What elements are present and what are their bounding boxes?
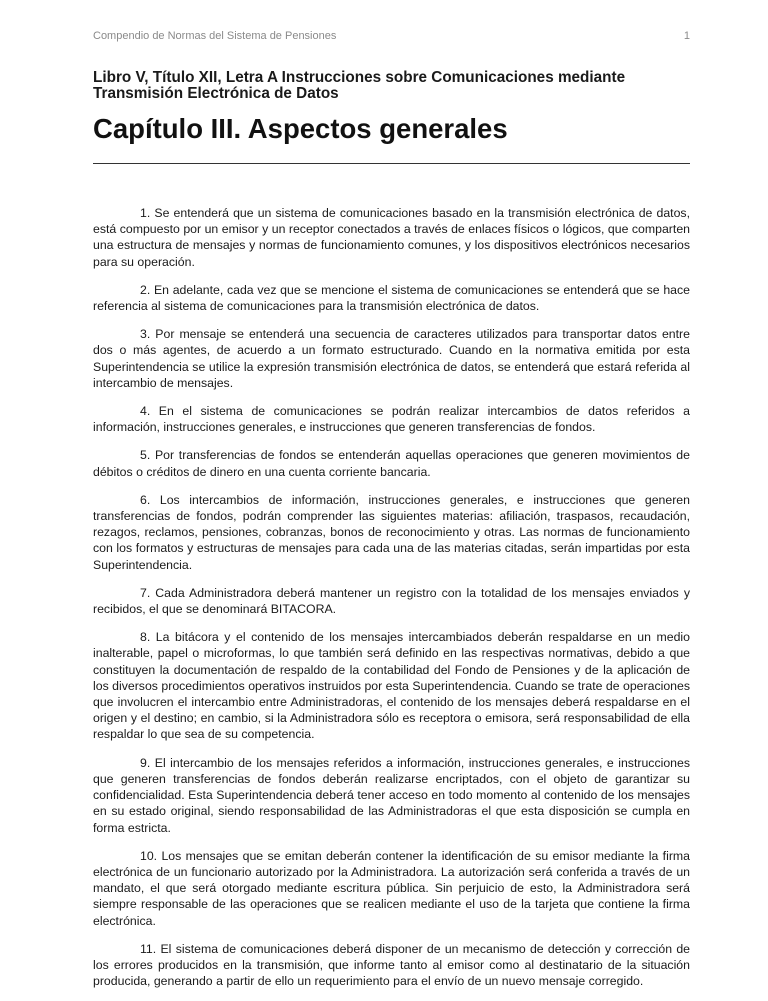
paragraph-11: 11. El sistema de comunicaciones deberá disponer de un mecanismo de detección y corrección de los errores producidos en la transmisión, que informe tanto al emisor como al destinatario de la situación producida, generando a partir de ello un requerimiento para el envío de un nuevo mensaje corregido. [93, 941, 690, 989]
title-divider [93, 163, 690, 164]
chapter-title: Capítulo III. Aspectos generales [93, 113, 508, 144]
paragraph-5: 5. Por transferencias de fondos se entenderán aquellas operaciones que generen movimientos de débitos o créditos de dinero en una cuenta corriente bancaria. [93, 448, 690, 479]
paragraph-6: 6. Los intercambios de información, instrucciones generales, e instrucciones que generen transferencias de fondos, podrán comprender las siguientes materias: afiliación, traspasos, recaudación, rezagos, reclamos, pensiones, cobranzas, bonos de reconocimiento y otras. Las normas de funcionamiento con los formatos y estructuras de mensajes para cada una de las materias citadas, serán impartidas por esta Superintendencia. [93, 492, 690, 572]
paragraph-10: 10. Los mensajes que se emitan deberán contener la identificación de su emisor mediante la firma electrónica de un funcionario autorizado por la Administradora. La autorización será conferida a través de un mandato, el que será otorgado mediante escritura pública. Sin perjuicio de esto, la Administradora será siempre responsable de las operaciones que se realicen mediante el uso de la tarjeta que contiene la firma electrónica. [93, 848, 690, 928]
running-header [93, 30, 690, 42]
paragraph-4: 4. En el sistema de comunicaciones se podrán realizar intercambios de datos referidos a información, instrucciones generales, e instrucciones que generen transferencias de fondos. [93, 404, 690, 435]
document-title: Libro V, Título XII, Letra A Instrucciones sobre Comunicaciones mediante Transmisión Electrónica de Datos [93, 69, 626, 102]
page-number: 1 [683, 30, 690, 42]
paragraph-8: 8. La bitácora y el contenido de los mensajes intercambiados deberán respaldarse en un medio inalterable, papel o microformas, lo que también será definido en las respectivas normativas, debido a que constituyen la documentación de respaldo de la contabilidad del Fondo de Pensiones y de la aplicación de los diversos procedimientos operativos instruidos por esta Superintendencia. Cuando se trate de operaciones que involucren el intercambio entre Administradoras, el contenido de los mensajes deberá respaldarse en el origen y el destino; en cambio, si la Administradora sólo es receptora o emisora, será responsabilidad de ella respaldar lo que sea de su competencia. [93, 630, 690, 742]
running-title: Compendio de Normas del Sistema de Pensiones [93, 30, 337, 42]
document-body [93, 205, 690, 1001]
paragraph-9: 9. El intercambio de los mensajes referidos a información, instrucciones generales, e instrucciones que generen transferencias de fondos deberán realizarse encriptados, con el objeto de garantizar su confidencialidad. Esta Superintendencia deberá tener acceso en todo momento al contenido de los mensajes en su estado original, siendo responsabilidad de las Administradoras el que esta disposición se cumpla en forma estricta. [93, 755, 690, 835]
paragraph-7: 7. Cada Administradora deberá mantener un registro con la totalidad de los mensajes enviados y recibidos, el que se denominará BITACORA. [93, 585, 690, 617]
paragraph-2: 2. En adelante, cada vez que se mencione el sistema de comunicaciones se entenderá que se hace referencia al sistema de comunicaciones para la transmisión electrónica de datos. [93, 282, 690, 314]
paragraph-1: 1. Se entenderá que un sistema de comunicaciones basado en la transmisión electrónica de datos, está compuesto por un emisor y un receptor conectados a través de enlaces físicos o lógicos, que comparten una estructura de mensajes y normas de funcionamiento comunes, y los dispositivos electrónicos necesarios para su operación. [93, 206, 690, 269]
paragraph-3: 3. Por mensaje se entenderá una secuencia de caracteres utilizados para transportar datos entre dos o más agentes, de acuerdo a un formato estructurado. Cuando en la normativa emitida por esta Superintendencia se utilice la expresión transmisión electrónica de datos, se entenderá que estará referida al intercambio de mensajes. [93, 327, 690, 390]
